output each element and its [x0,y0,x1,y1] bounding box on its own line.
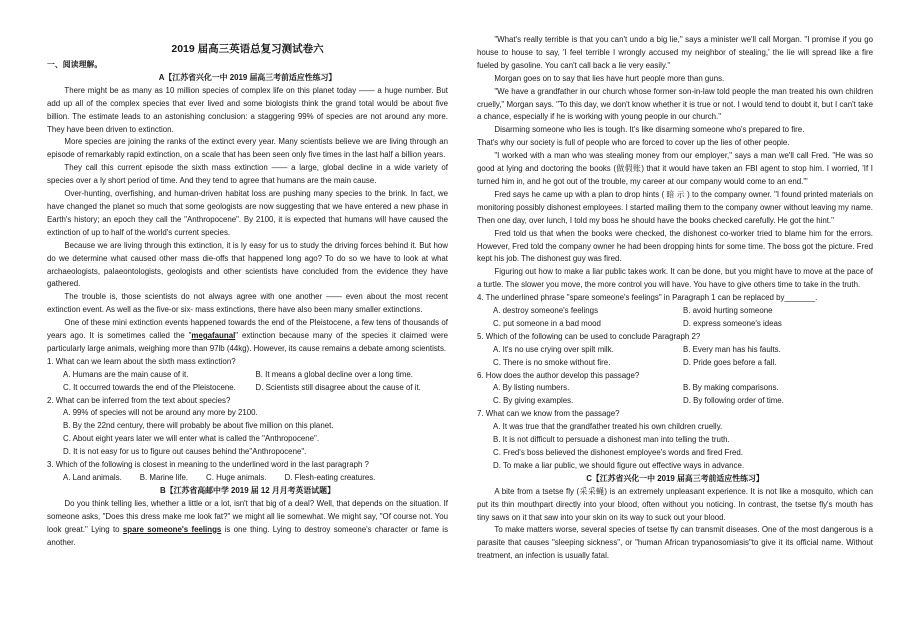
passage-b-first-paragraph [47,498,448,550]
question-stem: 2. What can be inferred from the text about species? [47,395,231,405]
option-d: D. To make a liar public, we should figure out effective ways in advance. [493,460,745,470]
text: Do you think telling lies, whether a little or a lot, isn't that big of a deal? Well, that depends on the situation. If someone asks, "Does this dress make me look fat?" we might all lie somewhat. We might say, "Of course not. You look great." Lying to [47,498,448,534]
option-d: D. Pride goes before a fall. [683,357,777,367]
passage-b-paragraph: Fred says he came up with a plan to drop hints ( 暗 示 ) to the company owner. "I found printed materials on monitoring possibly dishonest employees. I started mailing them to the company owner without leaving my name. Then one day, over lunch, I told my boss he should have the books checked carefully. He got the hint." [477,189,873,225]
question-7 [477,408,873,473]
question-2 [47,395,448,460]
passage-c-paragraph: To make matters worse, several species of tsetse fly can transmit diseases. One of the most dangerous is a parasite that causes "sleeping sickness", or "human African trypanosomiasis"to give it its official name. Without treatment, an infection is usually fatal. [477,525,873,561]
option-b: B. avoid hurting someone [683,306,773,316]
question-stem: 1. What can we learn about the sixth mass extinction? [47,356,236,366]
text: One of these mini extinction events happened towards the end of the Pleistocene, a few tens of thousands of years ago. It is sometimes called the " [47,318,448,341]
option-c: C. About eight years later we will enter what is called the "Anthropocene". [63,434,320,444]
option-a: A. Humans are the main cause of it. [63,369,189,379]
question-4 [477,292,873,331]
document-title: 2019 届高三英语总复习测试卷六 [171,43,324,55]
option-c: C. Fred's boss believed the dishonest employee's words and fired Fred. [493,448,743,457]
text: " extinction because many of the species it claimed were particularly large animals, weighing more than 97lb (44kg). However, its cause remains a debate among scientists. [47,331,448,353]
question-6 [477,370,873,409]
option-a: A. It was true that the grandfather treated his own children cruelly. [493,422,723,432]
passage-b-paragraph: Fred told us that when the books were checked, the dishonest co-worker tried to blame him for the errors. However, Fred told the company owner he had been dropping hints for some time. The boss got the picture. Fred kept his job. The dishonest guy was fired. [477,228,873,264]
right-column [477,34,873,563]
passage-c-paragraph: A bite from a tsetse fly (采采蝇) is an extremely unpleasant experience. It is not like a mosquito, which can put its thin mouthpart directly into your blood, often without you noticing. In contrast, the tsetse fly's mouth has tiny saws on it that saw into your skin on its way to suck out your blood. [477,486,873,522]
passage-a-paragraph: More species are joining the ranks of the extinct every year. Many scientists believe we are living through an episode of remarkably rapid extinction, on a scale that has been seen only five times in the last half a billion years. [47,137,448,160]
passage-a-paragraph: There might be as many as 10 million species of complex life on this planet today —— a huge number. But add up all of the complex species that ever lived and some biologists think the grand total would be about five billion. The estimate leads to an astonishing conclusion: a staggering 99% of species are not around any more. They have been driven to extinction. [47,85,448,134]
passage-a-last-paragraph [47,317,448,356]
passage-b-paragraph: Morgan goes on to say that lies have hurt people more than guns. [494,73,725,83]
passage-a-paragraph: They call this current episode the sixth mass extinction —— a large, global decline in a wide variety of species over a ly short period of time. And they tend to agree that humans are the main cause. [47,163,448,186]
question-5 [477,331,873,370]
passage-c-heading: C【江苏省兴化一中 2019 届高三考前适应性练习】 [586,473,764,483]
passage-b-heading: B【江苏省高邮中学 2019 届 12 月月考英语试题】 [160,485,335,495]
question-stem: 4. The underlined phrase "spare someone's feelings" in Paragraph 1 can be replaced by_______. [477,293,818,303]
passage-b-paragraph: Disarming someone who lies is tough. It's like disarming someone who's prepared to fire. [494,125,805,135]
section-heading: 一、阅读理解。 [47,60,103,69]
option-c: C. There is no smoke without fire. [493,357,611,367]
question-stem: 5. Which of the following can be used to conclude Paragraph 2? [477,331,701,341]
question-stem: 3. Which of the following is closest in meaning to the underlined word in the last paragraph ? [47,460,369,470]
option-b: B. Marine life. [139,473,189,482]
option-a: A. 99% of species will not be around any more by 2100. [63,408,258,418]
option-d: D. Scientists still disagree about the cause of it. [255,382,421,392]
option-d: D. By following order of time. [683,396,784,406]
option-c: C. Huge animals. [206,473,267,482]
option-c: C. By giving examples. [493,396,574,406]
passage-a-paragraph: Over-hunting, overfishing, and human-driven habitat loss are pushing many species to the brink. In fact, we have changed the planet so much that some geologists are now suggesting that we have entered a new phase in Earth's history; an epoch they call the "Anthropocene". By 2100, it is expected that humans will have caused the extinction of up to half of the world's current species. [47,189,448,237]
option-d: D. It is not easy for us to figure out causes behind the"Anthropocene". [63,447,307,457]
passage-b-paragraph: Figuring out how to make a liar public takes work. It can be done, but you might have to move at the pace of a turtle. The slower you move, the more control you will have. You have to give others time to take in the truth. [477,267,873,290]
option-b: B. By the 22nd century, there will probably be about five million on this planet. [63,421,334,431]
passage-b-paragraph: That's why our society is full of people who are forced to cover up the lies of other people. [477,138,790,148]
passage-a-paragraph: Because we are living through this extinction, it is ly easy for us to study the driving forces behind it. But how do we determine what caused other mass die-offs that happened long ago? To do so we have to look at what archaeologists, palaeontologists, geologists and other scientists have concluded from the evidence they have gathered. [47,240,448,289]
option-a: A. By listing numbers. [493,383,570,393]
option-c: C. put someone in a bad mood [493,318,601,328]
underlined-phrase-spare-feelings: spare someone's feelings [122,524,222,534]
passage-b-paragraph: "We have a grandfather in our church whose former son-in-law told people the man treated his own children cruelly," Morgan says. "To this day, we don't know whether it is true or not. I would tend to doubt it, but I can't take a chance, especially if he is working with young people in our church." [477,86,873,122]
question-3 [47,459,448,485]
passage-a-heading: A【江苏省兴化一中 2019 届高三考前适应性练习】 [158,72,337,82]
text: is one thing. Lying to destroy someone's character or fame is another. [47,524,449,547]
option-b: B. It means a global decline over a long time. [255,369,413,379]
question-stem: 7. What can we know from the passage? [477,409,620,419]
option-b: B. It is not difficult to persuade a dishonest man into telling the truth. [493,435,730,445]
option-d: D. Flesh-eating creatures. [284,473,376,482]
passage-b-paragraph: "What's really terrible is that you can't undo a big lie," says a minister we'll call Morgan. "I promise if you go house to house to say, 'I feel terrible I wrongly accused my neighbor of stealing,' the lie will spread like a fire fueled by gasoline. You can't call back a lie very easily." [477,35,873,70]
option-d: D. express someone's ideas [683,318,782,328]
option-b: B. By making comparisons. [683,383,779,393]
option-a: A. destroy someone's feelings [493,306,599,316]
underlined-word-megafaunal: megafaunal [191,331,236,341]
passage-a-paragraph: The trouble is, those scientists do not always agree with one another —— even about the most recent extinction event. As well as the five-or six- mass extinctions, there have also been many smaller extinctions. [47,292,448,315]
option-b: B. Every man has his faults. [683,344,781,354]
option-a: A. Land animals. [63,473,122,482]
passage-b-paragraph: "I worked with a man who was stealing money from our employer," says a man we'll call Fred. "He was so good at lying and doctoring the books (做假账) that it would have taken an FBI agent to stop him. I worried, 'If I turned him in, and he got out of the trouble, my career at our company would come to an end.'" [477,151,873,186]
question-1 [47,356,448,395]
left-column [47,40,448,549]
option-a: A. It's no use crying over spilt milk. [493,344,614,354]
option-c: C. It occurred towards the end of the Pleistocene. [63,382,236,392]
question-stem: 6. How does the author develop this passage? [477,370,640,380]
